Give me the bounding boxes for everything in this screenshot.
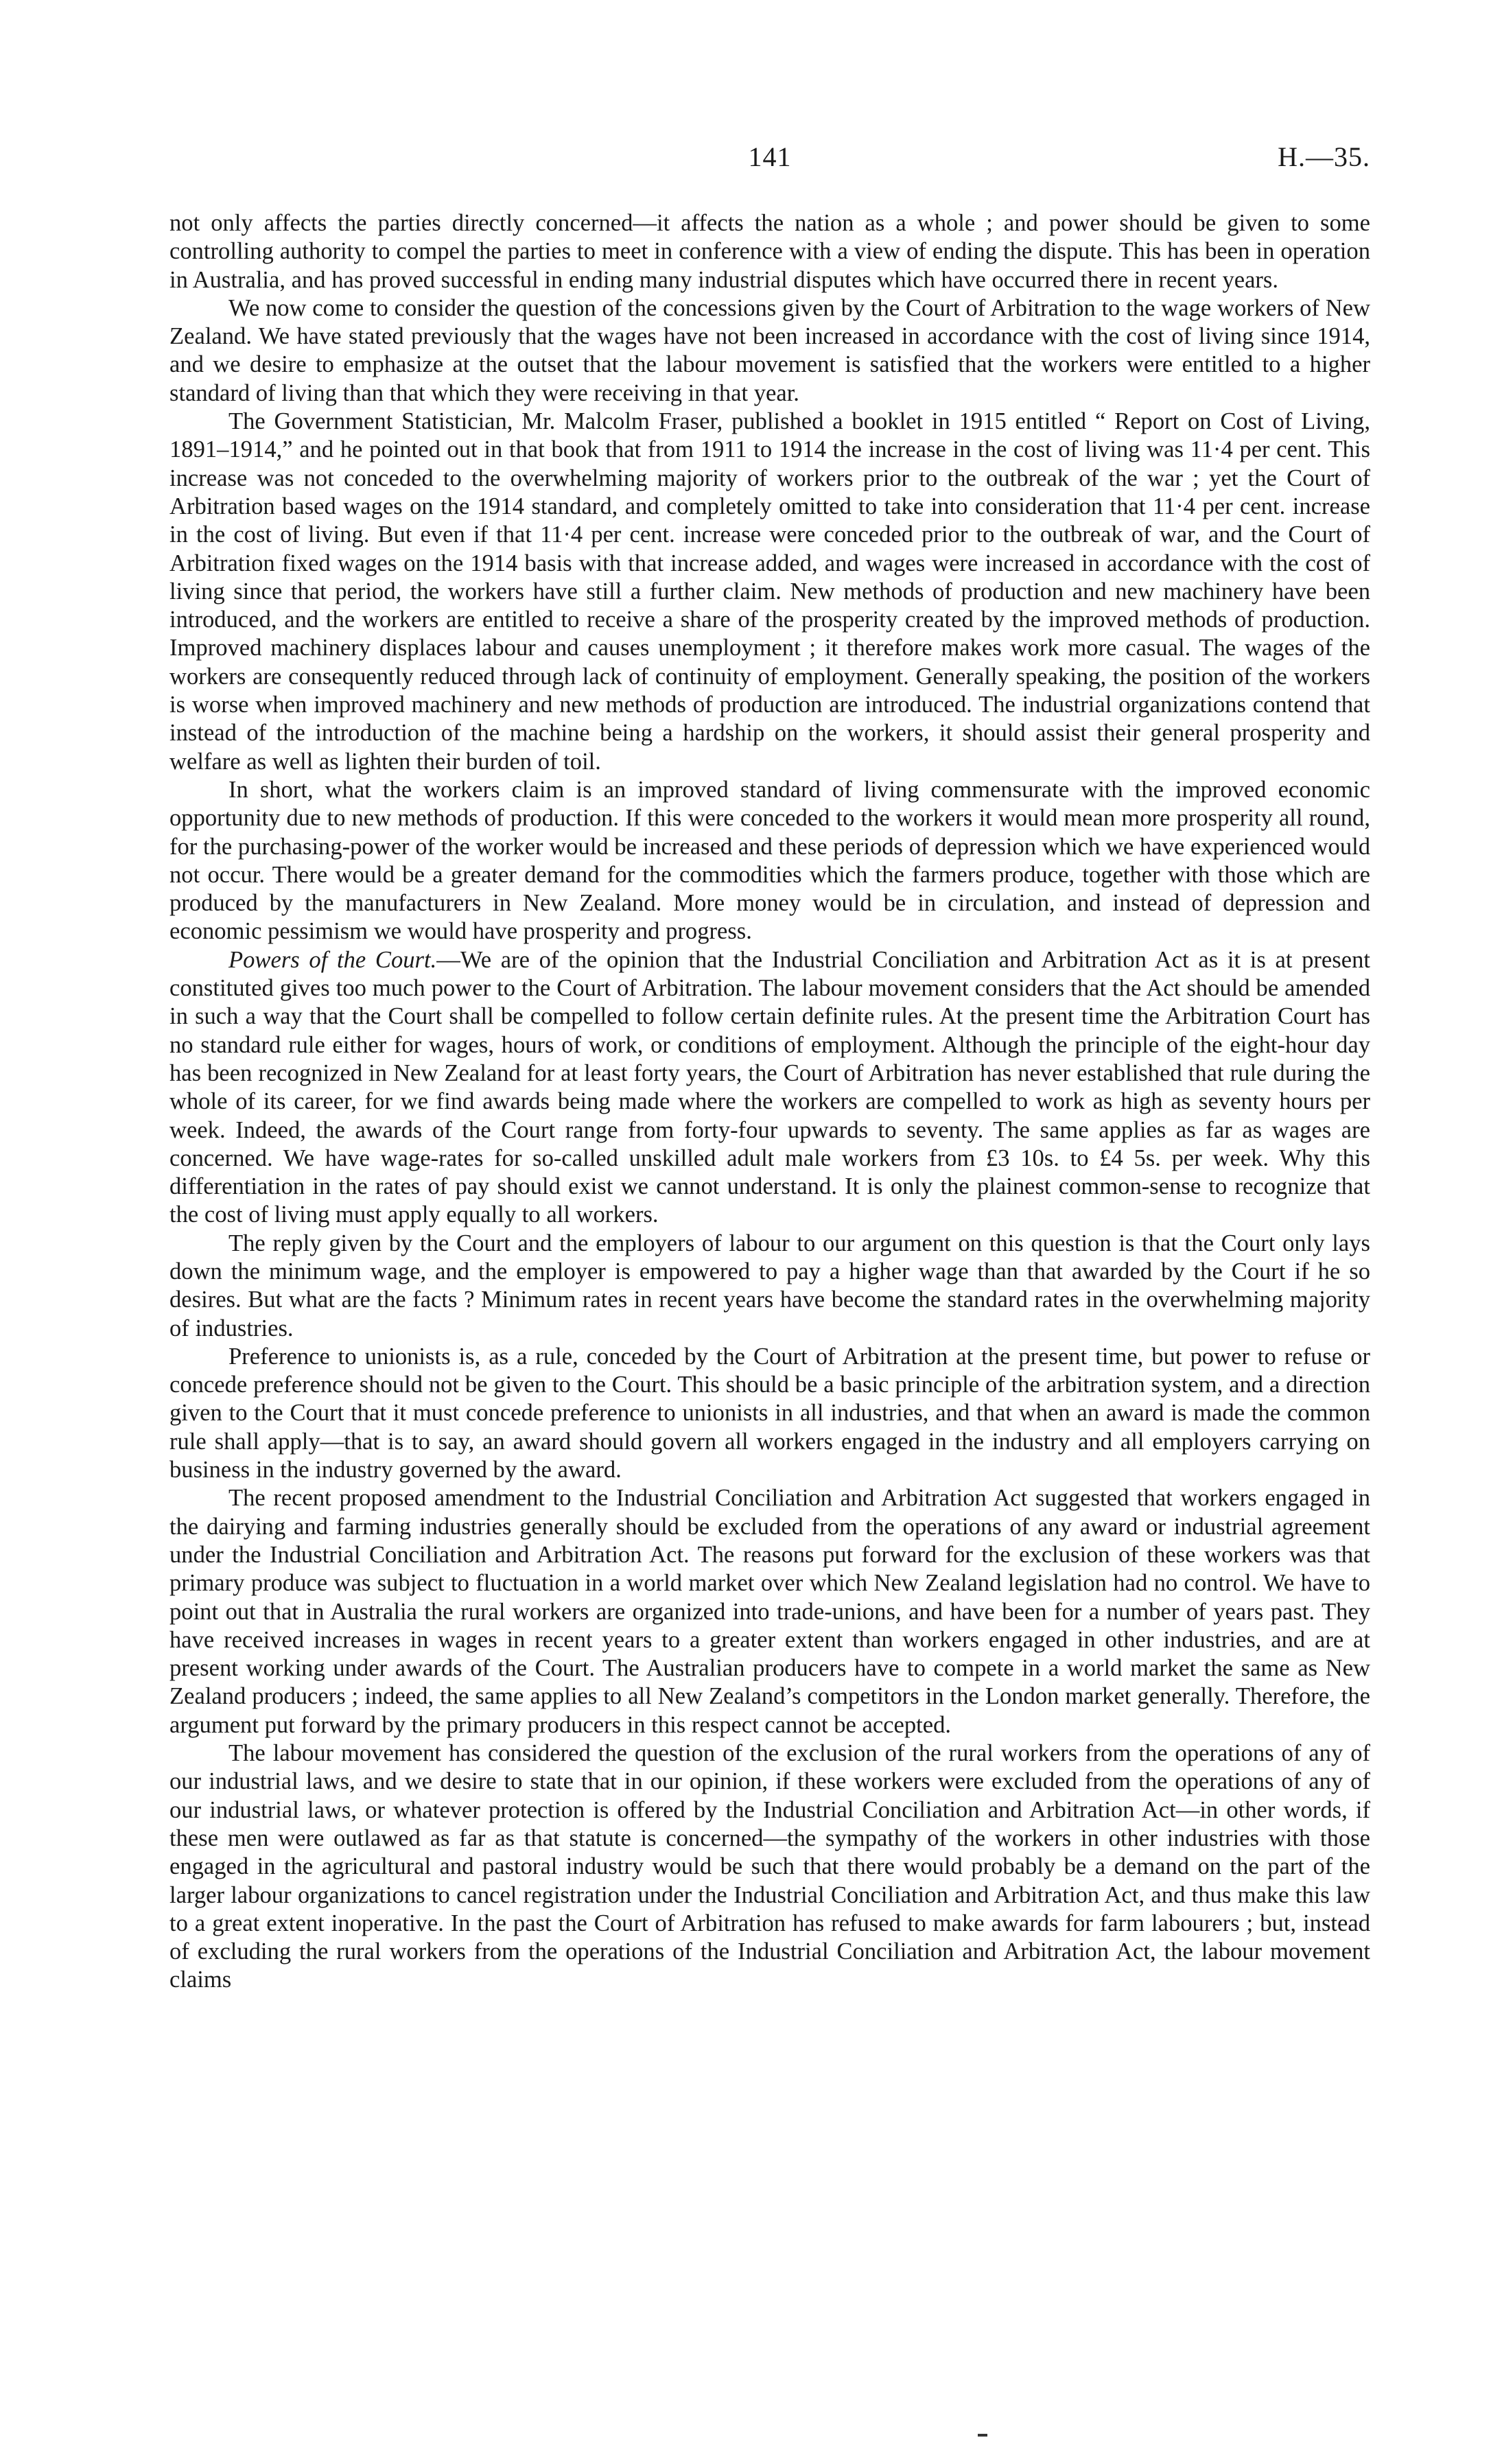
paragraph: [169, 776, 1370, 946]
paragraph: [169, 1739, 1370, 1995]
paragraph-text: Preference to unionists is, as a rule, conceded by the Court of Arbitration at the present time, but power to refuse or concede preference should not be given to the Court. This should be a basic principle of the arbitration system, and a direction given to the Court that it must concede preference to unionists in all industries, and that when an award is made the common rule shall apply—that is to say, an award should govern all workers engaged in the industry and all employers carrying on business in the industry governed by the award.: [169, 1343, 1370, 1483]
page-number: 141: [748, 141, 792, 172]
paragraph: [169, 1343, 1370, 1484]
paragraph-text: The labour movement has considered the question of the exclusion of the rural workers from the operations of any of our industrial laws, and we desire to state that in our opinion, if these workers were excluded from the operations of any of our industrial laws, or whatever protection is offered by the Industrial Conciliation and Arbitration Act—in other words, if these men were outlawed as far as that statute is concerned—the sympathy of the workers in other industries with those engaged in the agricultural and pastoral industry would be such that there would probably be a demand on the part of the larger labour organizations to cancel registration under the Industrial Conciliation and Arbitration Act, and thus make this law to a great extent inoperative. In the past the Court of Arbitration has refused to make awards for farm labourers ; but, instead of excluding the rural workers from the operations of the Industrial Conciliation and Arbitration Act, the labour movement claims: [169, 1740, 1370, 1993]
paragraph: [169, 946, 1370, 1230]
paragraph: [169, 209, 1370, 294]
document-reference: H.—35.: [1278, 141, 1370, 172]
footer-mark: [978, 2434, 987, 2437]
paragraph: [169, 1484, 1370, 1739]
paragraph: [169, 294, 1370, 408]
page-header: [169, 141, 1370, 182]
paragraph-text: —We are of the opinion that the Industrial Conciliation and Arbitration Act as it is at present constituted gives too much power to the Court of Arbitration. The labour movement considers that the Act should be amended in such a way that the Court shall be compelled to follow certain definite rules. At the present time the Arbitration Court has no standard rule either for wages, hours of work, or conditions of employment. Although the principle of the eight-hour day has been recognized in New Zealand for at least forty years, the Court of Arbitration has never established that rule during the whole of its career, for we find awards being made where the workers are compelled to work as high as seventy hours per week. Indeed, the awards of the Court range from forty-four upwards to seventy. The same applies as far as wages are concerned. We have wage-rates for so-called unskilled adult male workers from £3 10s. to £4 5s. per week. Why this differentiation in the rates of pay should exist we cannot understand. It is only the plainest common-sense to recognize that the cost of living must apply equally to all workers.: [169, 946, 1370, 1228]
paragraph-text: not only affects the parties directly concerned—it affects the nation as a whole ; and power should be given to some controlling authority to compel the parties to meet in conference with a view of ending the dispute. This has been in operation in Australia, and has proved successful in ending many industrial disputes which have occurred there in recent years.: [169, 210, 1370, 293]
paragraph: [169, 1230, 1370, 1343]
body-text: [169, 209, 1370, 1995]
paragraph: [169, 408, 1370, 776]
section-heading: Powers of the Court.: [228, 946, 437, 973]
paragraph-text: The Government Statistician, Mr. Malcolm Fraser, published a booklet in 1915 entitled “ Report on Cost of Living, 1891–1914,” and he pointed out in that book that from 1911 to 1914 the increase in the cost of living was 11·4 per cent. This increase was not conceded to the overwhelming majority of workers prior to the outbreak of the war ; yet the Court of Arbitration based wages on the 1914 standard, and completely omitted to take into consideration that 11·4 per cent. increase in the cost of living. But even if that 11·4 per cent. increase were conceded prior to the outbreak of war, and the Court of Arbitration fixed wages on the 1914 basis with that increase added, and wages were increased in accordance with the cost of living since that period, the workers have still a further claim. New methods of production and new machinery have been introduced, and the workers are entitled to receive a share of the prosperity created by the improved methods of production. Improved machinery displaces labour and causes unemployment ; it therefore makes work more casual. The wages of the workers are consequently reduced through lack of continuity of employment. Generally speaking, the position of the workers is worse when improved machinery and new methods of production are introduced. The industrial organizations contend that instead of the introduction of the machine being a hardship on the workers, it should assist their general prosperity and welfare as well as lighten their burden of toil.: [169, 408, 1370, 775]
paragraph-text: We now come to consider the question of the concessions given by the Court of Arbitration to the wage workers of New Zealand. We have stated previously that the wages have not been increased in accordance with the cost of living since 1914, and we desire to emphasize at the outset that the labour movement is satisfied that the workers were entitled to a higher standard of living than that which they were receiving in that year.: [169, 294, 1370, 406]
paragraph-text: The reply given by the Court and the employers of labour to our argument on this question is that the Court only lays down the minimum wage, and the employer is empowered to pay a higher wage than that awarded by the Court if he so desires. But what are the facts ? Minimum rates in recent years have become the standard rates in the overwhelming majority of industries.: [169, 1230, 1370, 1341]
paragraph-text: The recent proposed amendment to the Industrial Conciliation and Arbitration Act suggested that workers engaged in the dairying and farming industries generally should be excluded from the operations of any award or industrial agreement under the Industrial Conciliation and Arbitration Act. The reasons put forward for the exclusion of these workers was that primary produce was subject to fluctuation in a world market over which New Zealand legislation had no control. We have to point out that in Australia the rural workers are organized into trade-unions, and have been for a number of years past. They have received increases in wages in recent years to a greater extent than workers engaged in other industries, and are at present working under awards of the Court. The Australian producers have to compete in a world market the same as New Zealand producers ; indeed, the same applies to all New Zealand’s competitors in the London market generally. Therefore, the argument put forward by the primary producers in this respect cannot be accepted.: [169, 1485, 1370, 1738]
paragraph-text: In short, what the workers claim is an improved standard of living commensurate with the improved economic opportunity due to new methods of production. If this were conceded to the workers it would mean more prosperity all round, for the purchasing-power of the worker would be increased and these periods of depression which we have experienced would not occur. There would be a greater demand for the commodities which the farmers produce, together with those which are produced by the manufacturers in New Zealand. More money would be in circulation, and instead of depression and economic pessimism we would have prosperity and progress.: [169, 776, 1370, 945]
